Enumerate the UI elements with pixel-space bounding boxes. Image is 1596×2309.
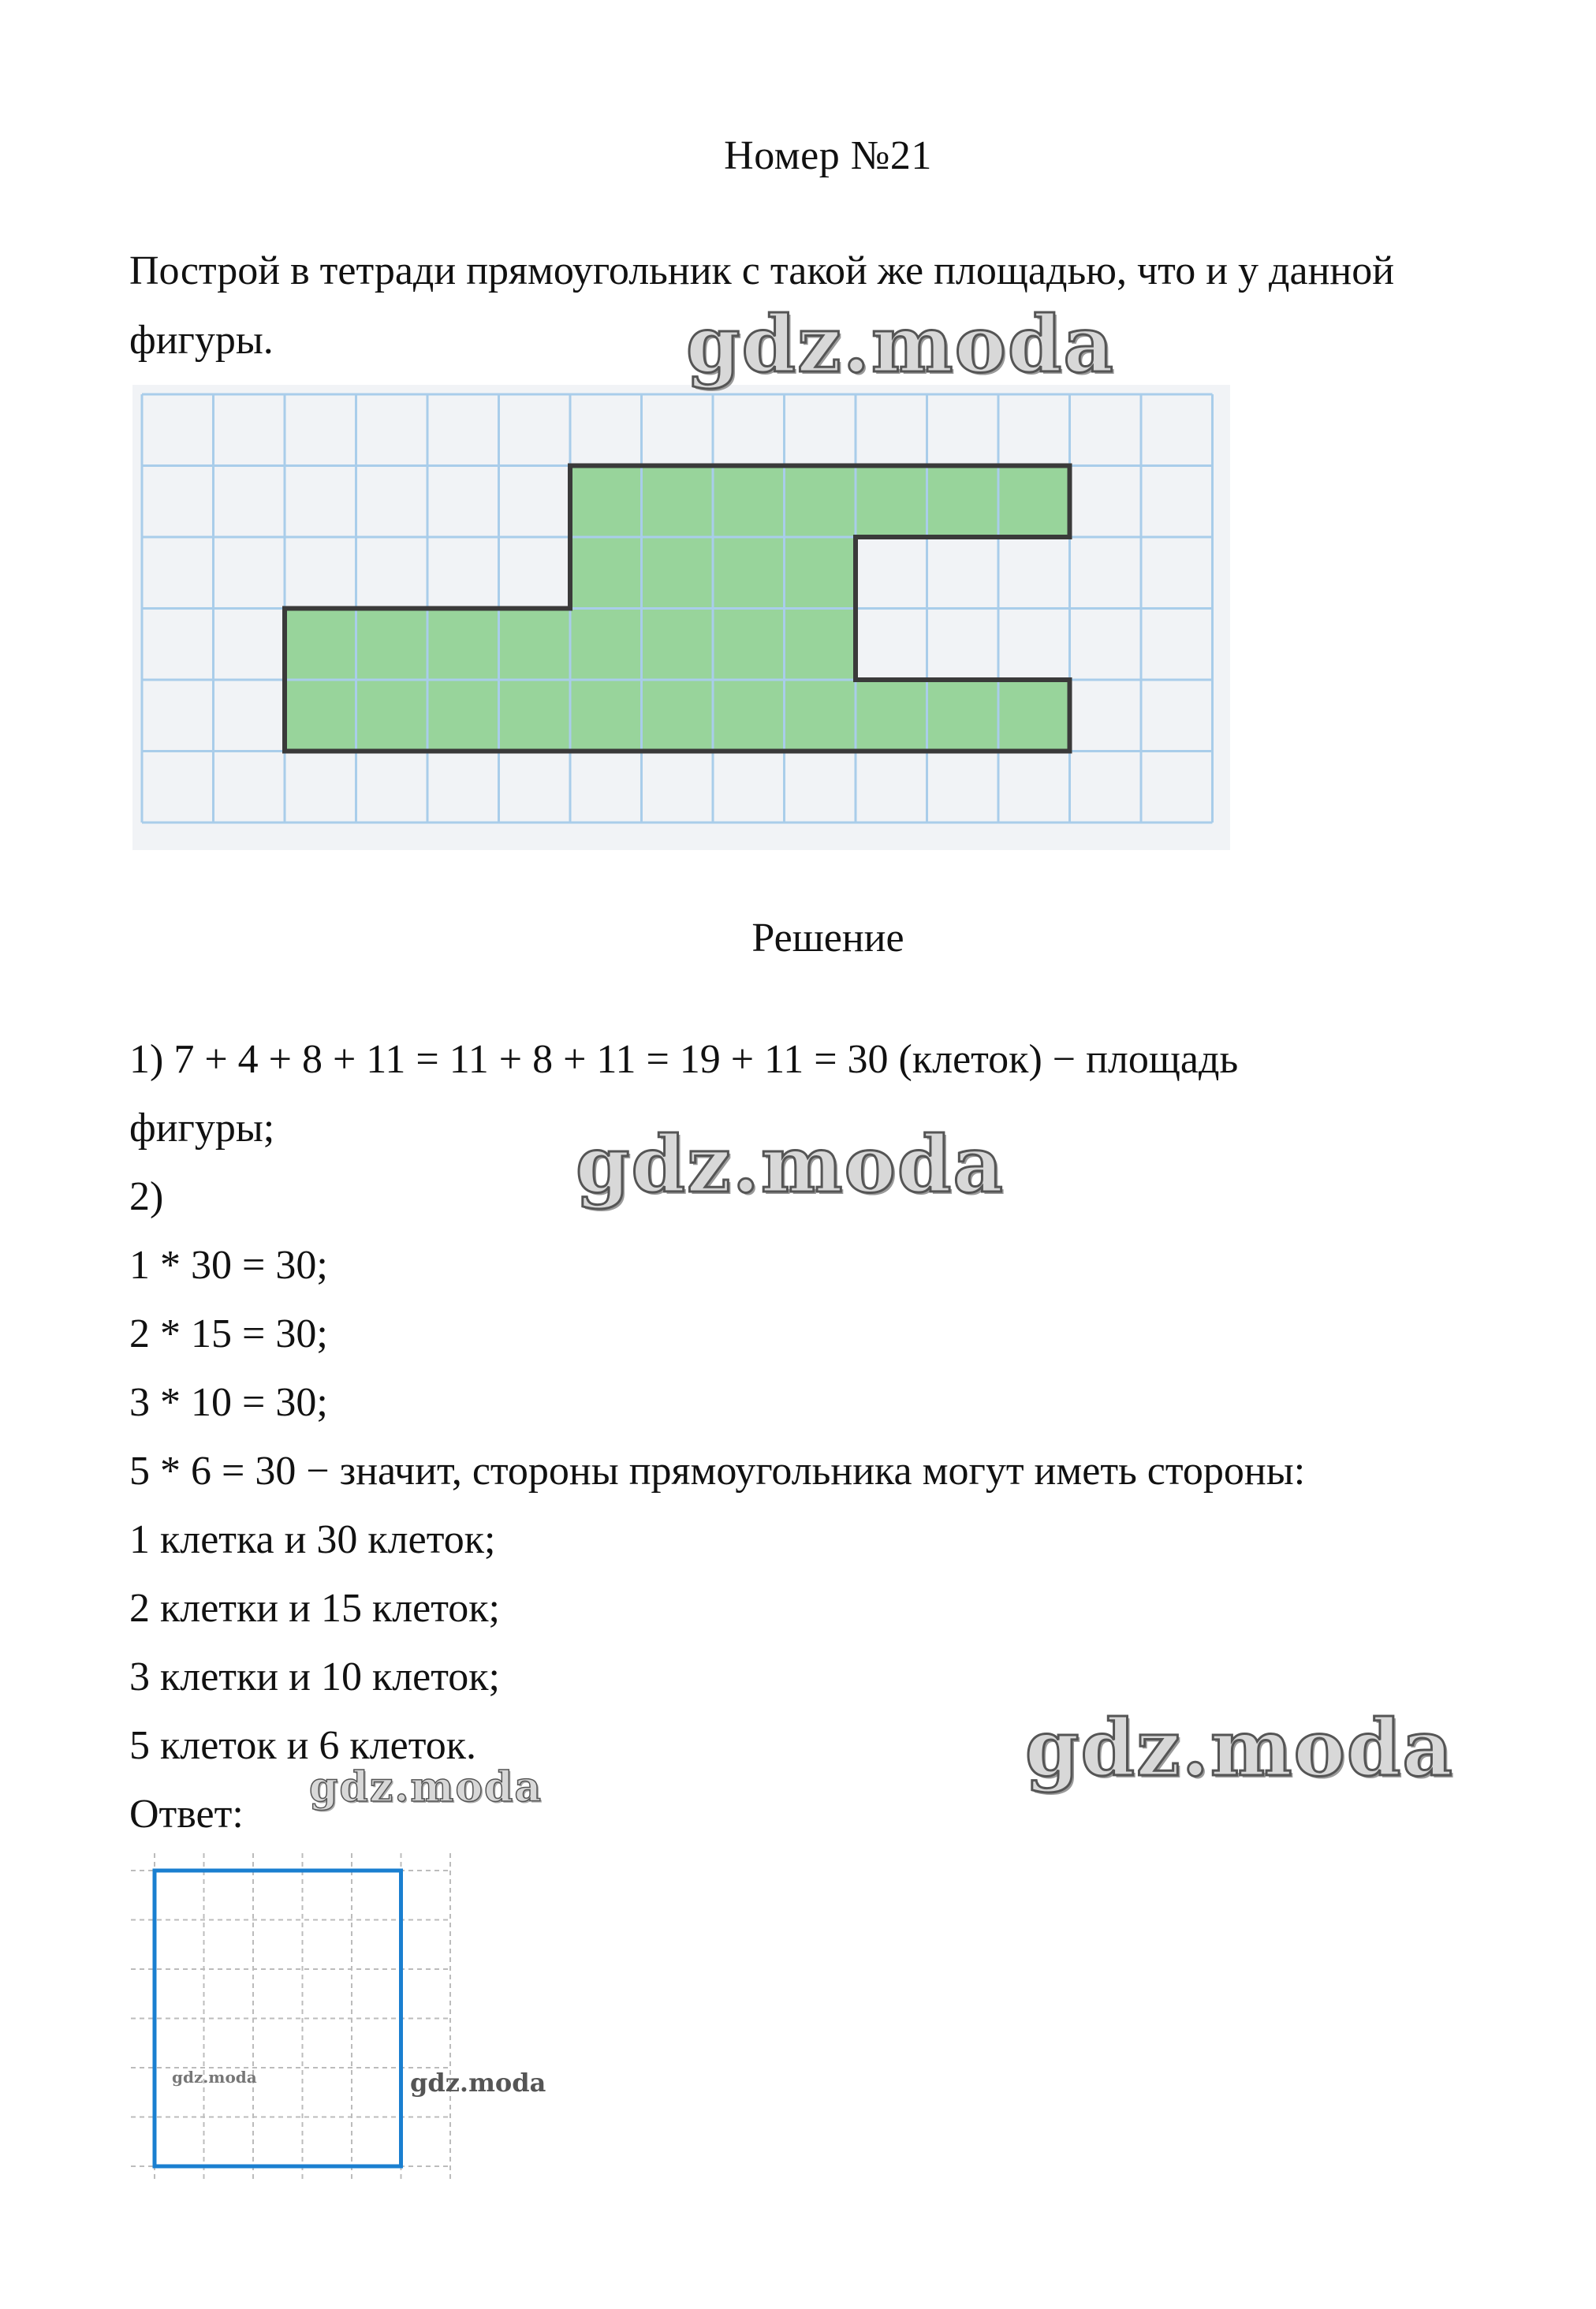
solution-line: 5 * 6 = 30 − значит, стороны прямоугольника могут иметь стороны:	[129, 1449, 1306, 1494]
solution-line: 2)	[129, 1174, 164, 1219]
answer-rectangle	[155, 1871, 401, 2166]
solution-line: фигуры;	[129, 1106, 275, 1151]
solution-line: 3 * 10 = 30;	[129, 1380, 328, 1425]
watermark-logo: gdz.moda	[410, 2068, 546, 2098]
solution-line: 1 * 30 = 30;	[129, 1243, 328, 1288]
solution-line: 5 клеток и 6 клеток.	[129, 1723, 477, 1768]
task-text: Построй в тетради прямоугольник с такой же площадью, что и у данной фигуры.	[129, 248, 1395, 363]
solution-line: 2 * 15 = 30;	[129, 1311, 328, 1356]
answer-grid-svg	[126, 1853, 457, 2200]
solution-line: 1) 7 + 4 + 8 + 11 = 11 + 8 + 11 = 19 + 11 = 30 (клеток) − площадь	[129, 1037, 1239, 1082]
watermark-logo: gdz.moda	[1025, 1703, 1454, 1794]
answer-label: Ответ:	[129, 1792, 244, 1837]
solution-line: 2 клетки и 15 клеток;	[129, 1586, 500, 1631]
watermark-logo: gdz.moda	[686, 300, 1115, 390]
solution-line: 1 клетка и 30 клеток;	[129, 1517, 496, 1562]
page-title: Номер №21	[724, 133, 932, 178]
watermark-logo: gdz.moda	[309, 1763, 543, 1811]
grid-figure-svg	[132, 385, 1230, 850]
solution-line: 3 клетки и 10 клеток;	[129, 1654, 500, 1699]
task-figure	[132, 385, 1230, 850]
answer-figure	[126, 1853, 457, 2204]
watermark-logo: gdz.moda	[172, 2068, 257, 2087]
solution-heading: Решение	[751, 916, 904, 961]
watermark-logo: gdz.moda	[576, 1120, 1005, 1210]
